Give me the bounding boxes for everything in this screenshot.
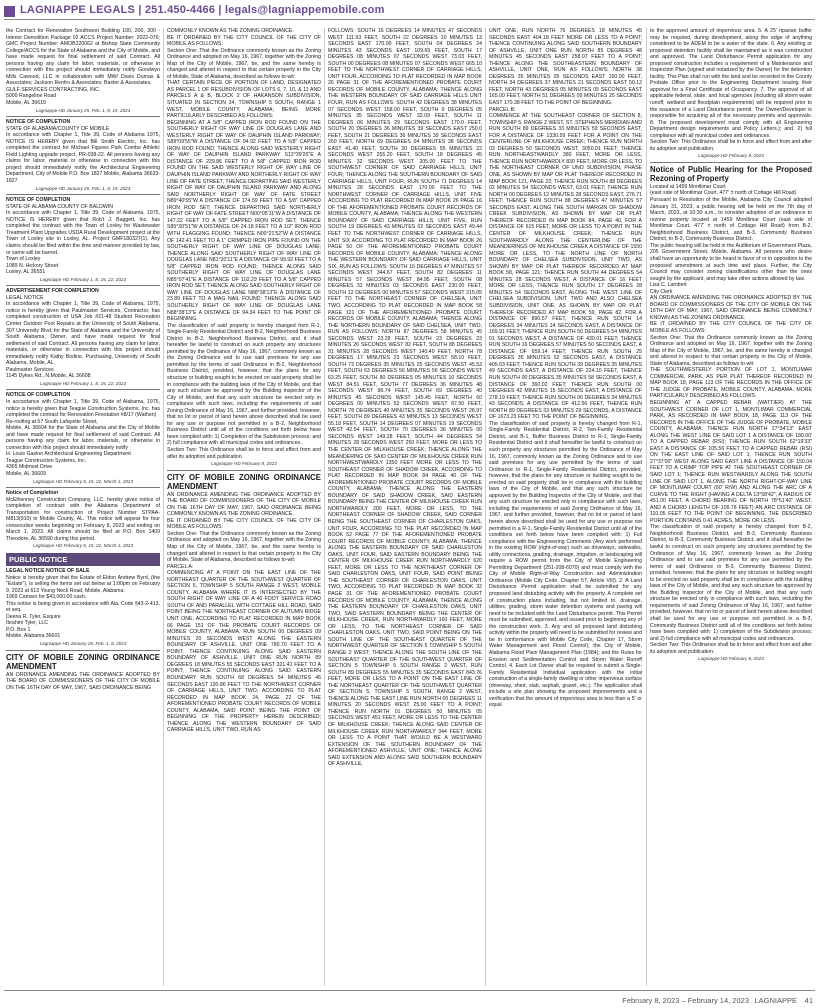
column-divider	[324, 28, 325, 986]
notice-text: BEGINNING AT A CAPPED REBAR (WATTIER) AT THE SOUTHWEST CORNER OF LOT 1, MONTLIMAR COMMERCIAL PARK, AS RECORDED IN MAP BOOK 18, PAGE 113 OF THE RECORDS IN THE OFFICE OF THE JUDGE OF PROBATE, MOBILE COUNTY, ALABAMA; THENCE RUN NORTH 27°34'13" EAST ALONG THE WEST LINE OF SAID LOT 1 A DISTANCE OF 180.00' TO A CAPPED REBAR (RSI); THENCE RUN SOUTH 62°19'33" EAST A DISTANCE OF 105.56 FEET TO A CAPPED REBAR (RSI) ON THE EAST LINE OF SAID LOT 1; THENCE RUN SOUTH 27°37'00" WEST ALONG SAID EAST LINE A DISTANCE OF 150.04 FEET TO A CRIMP TOP PIPE AT THE SOUTHEAST CORNER OF SAID LOT 1; THENCE RUN WESTWARDLY ALONG THE SOUTH LINE OF SAID LOT 1, ALONG THE NORTH RIGHT-OF-WAY LINE OF MONTLIMAR COURT (60' R/W) AND ALONG THE ARC OF A CURVE TO THE RIGHT (HAVING A DELTA 13°58'42", A RADIUS OF 451.00 FEET, A CHORD BEARING OF NORTH 78°51'40" WEST, AND A CHORD LENGTH OF 109.78 FEET) AN ARC DISTANCE OF 110.05 FEET TO THE POINT OF BEGINNING. THE DESCRIBED PORTION CONTAINS 0.41 ACRES, MORE OR LESS.	[650, 399, 812, 524]
publication-line: Lagniappe HD February 8, 2023	[211, 461, 277, 467]
divider	[6, 389, 160, 390]
notice-text: STATE OF ALABAMA COUNTY OF BALDWIN	[6, 203, 113, 210]
notice-text: THE SOUTHWESTERLY PORTION OF LOT 1, MONTLIMAR COMMERCIAL PARK, AS PER PLAT THEREOF RECORDED IN MAP BOOK 18, PAGE 113 OF THE RECORDS IN THE OFFICE OF THE JUDGE OF PROBATE, MOBILE COUNTY, ALABAMA. MORE PARTICULARLY DESCRIBED AS FOLLOWS:	[650, 367, 812, 400]
column-5	[650, 28, 812, 988]
divider	[6, 194, 160, 195]
divider	[6, 650, 160, 651]
notice-title: Notice of Completion	[6, 490, 59, 497]
legal-notice	[6, 490, 160, 550]
notice-text: COMMENCE AT THE SOUTHEAST CORNER OF SECTION 8, TOWNSHIP 5, RANGE 2 WEST, ST. STEPHENS MERIDIAN AND RUN SOUTH 89 DEGREES 33 MINUTES 59 SECONDS EAST, FOR A DISTANCE OF 1330.59 FEET FOR A POINT ON THE CENTERLINE OF MILKHOUSE CREEK; THENCE RUN NORTH 03 DEGREES 50 SECONDS WEST, 3050.01 FEET; THENCE RUN NORTHEASTWARDLY 380 FEET, MORE OR LESS, THENCE RUN NORTHWARDLY 830 FEET, MORE OR LESS, TO THE NORTHEAST CORNER OF UNO SUBDIVISION, PHASE ONE, AS SHOWN BY MAP OR PLAT THEREOF RECORDED IN MAP BOOK 121, PAGE 22; THENCE RUN SOUTH 88 DEGREES 02 MINUTES 54 SECONDS WEST, 63.01 FEET; THENCE RUN NORTH 00 DEGREES 12 MINUTES 28 SECONDS EAST, 276.71 FEET; THENCE RUN SOUTH 88 DEGREES 47 MINUTES 57 SECONDS EAST, ALONG THE SOUTH MARGIN OF SHADOW CREEK SUBDIVISION, AS SHOWN BY MAP OR PLAT THEREOF RECORDED IN MAP BOOK 84, PAGE 40, FOR A DISTANCE OF 615 FEET, MORE OR LESS TO A POINT IN THE CENTER OF MILKHOUSE CREEK; THENCE RUN SOUTHWARDLY ALONG THE CENTERLINE OF THE MEANDERINGS OF MILKHOUSE CREEK A DISTANCE OF 1550 MORE OR LESS, TO THE NORTH LINE OF NORTH BOUNDARY OF CHELSEA SUBDIVISION, UNIT TWO, AS SHOWN BY MAP OR PLAT THEREOF RECORDED AT MAP BOOK 58, PAGE 121; THENCE RUN SOUTH 44 DEGREES 54 MINUTES 28 SECONDS WEST, A DISTANCE OF 16 FEET MORE OR LESS, THENCE RUN SOUTH 17 DEGREES 28 MINUTES 54 SECONDS EAST, ALONG THE WEST LINE OF CHELSEA SUBDIVISION, UNIT TWO AND ALSO CHELSEA SUBDIVISION, UNIT ONE, AS SHOWN BY MAP OR PLAT THEREOF RECORDED AT MAP BOOK 59, PAGE 82, FOR A DISTANCE OF 890.57 FEET, THENCE RUN SOUTH 14 DEGREES 34 MINUTES 24 SECONDS EAST, A DISTANCE OF 169.91 FEET; THENCE RUN SOUTH 50 DEGREES 54 MINUTES 01 SECONDS WEST, A DISTANCE OF 430.01 FEET; THENCE RUN SOUTH 16 DEGREES 57 MINUTES 50 SECONDS EAST, A DISTANCE OF 659.14 FEET; THENCE RUN SOUTH 25 DEGREES 35 MINUTES 52 SECONDS EAST, A DISTANCE 405.03 FEET; THENCE RUN SOUTH 39 DEGREES 35 MINUTES 49 SECONDS EAST, A DISTANCE OF 224.10 FEET, THENCE RUN SOUTH 00 DEGREES 35 MINUTES 58 SECONDS EAST, A DISTANCE OF 360.02 FEET; THENCE RUN SOUTH 00 DEGREES 42 MINUTES 15 SECONDS EAST, A DISTANCE OF 278.19 FEET; THENCE RUN SOUTH 06 DEGREES 34 MINUTES 43 SECONDS, A DISTANCE OF 412.56 FEET, THENCE RUN NORTH 89 DEGREES 33 MINUTES 29 SECONDS, A DISTANCE OF 1673.23 FEET TO THE POINT OF BEGINNING.	[489, 113, 642, 421]
column-2	[167, 28, 321, 988]
divider	[650, 162, 812, 163]
legal-notice	[650, 28, 812, 160]
notice-text: Pursuant to Resolution of the Mobile, Alabama City Council adopted January 31, 2023, a public hearing will be held on the 7th day of March, 2023, at 10:30 a.m., to consider adoption of an ordinance to rezone property located at 1459 Montlimar Court (east side of Montlimar Court, 477' ± north of Cottage Hill Road) from B-2, Neighborhood Business District, and B-3, Community Business District, to B-3, Community Business District.	[650, 197, 812, 243]
notice-text: Located at 1459 Montlimar Court	[650, 183, 726, 190]
divider	[6, 116, 160, 117]
notice-text: UNIT ONE, RUN NORTH 76 DEGREES 18 MINUTES 45 SECONDS EAST 404.18 FEET MORE OR LESS TO A POINT; THENCE CONTINUING ALONG SAID SOUTHERN BOUNDARY OF ASHVILLE, UNIT ONE RUN NORTH 85 DEGREES 48 MINUTES 45 SECONDS EAST 258.07 FEET TO A POINT; THENCE ALONG THE SOUTHEASTERN BOUNDARY OF ASHVILLE, UNIT ONE, RUN AS FOLLOWS: NORTH 38 DEGREES 35 MINUTES 05 SECONDS EAST 150.00 FEET, NORTH 34 DEGREES 37 MINUTES 21 SECONDS EAST 50.12 FEET, NORTH 43 DEGREES 05 MINUTES 05 SECONDS EAST 165.00 FEET, NORTH 51 DEGREES 09 MINUTES 25 SECONDS EAST 170.38 FEET TO THE POINT OF BEGINNING.	[489, 28, 642, 107]
legal-notice	[167, 473, 321, 734]
issue-dates: February 8, 2023 – February 14, 2023	[622, 996, 749, 1005]
notice-text: 1145 Dykes Rd., N.Mobile, AL 36608	[6, 373, 91, 380]
notice-text: BE IT ORDAINED BY THE CITY COUNCIL OF THE CITY OF MOBILE AS FOLLOWS:	[650, 321, 812, 334]
notice-text: THAT CERTAIN PIECE OF PORTION OF LAND, DESIGNATED AS PARCEL 1 OF RESUBDIVISION OF LOTS 6, 7, 10, & 11 AND PARCELS A & B, BLOCK 2 OF HAKANSON SUBDIVISION, SITUATED IN SECTION 34, TOWNSHIP 5 SOUTH, RANGE 1 WEST, MOBILE COUNTY, ALABAMA; BEING MORE PARTICULARLY DESCRIBED AS FOLLOWS:	[167, 80, 321, 120]
notice-text: Teague Construction Systems, Inc.	[6, 457, 87, 464]
notice-text: Ibrahim Tyler, LLC	[6, 620, 48, 627]
notice-text: H. Louis Gasker Architectural Engineering Department	[6, 451, 131, 458]
notice-text: Mobile, AL 36604 for the State of Alabama and the City of Mobile and have made request for final settlement of said Contract. All persons having any claim for labor, materials, or otherwise in connection with this project should immediately notify	[6, 425, 160, 451]
notice-text: (east side of Montlimar Court, 477' ± north of Cottage Hill Road)	[650, 190, 797, 197]
notice-text: Loxley, AL 36551	[6, 269, 46, 276]
header-separator: |	[138, 4, 145, 16]
section-title: LAGNIAPPE LEGALS	[20, 4, 136, 16]
divider	[6, 487, 160, 488]
notice-title: CITY OF MOBILE ZONING ORDINANCE AMENDMENT	[167, 472, 321, 491]
notice-text: AN ORDINANCE AMENDING THE ORDINANCE ADOPTED BY THE BOARD OF COMMISSIONERS OF THE CITY OF MOBILE ON THE 16TH DAY OF MAY, 1967, SAID ORDINANCE BEING COMMONLY KNOWN AS THE ZONING ORDINANCE.	[650, 295, 812, 321]
notice-text: PARCEL A:	[167, 563, 194, 570]
notice-text: Lisa C. Lambert	[650, 282, 687, 289]
section-marker-icon	[4, 6, 15, 17]
divider	[167, 470, 321, 471]
notice-title: NOTICE OF COMPLETION	[6, 392, 71, 399]
column-divider	[646, 28, 647, 986]
notice-text: This notice is being given in accordance with Ala. Code §43-2-413, et seq.	[6, 600, 160, 614]
legal-notice	[6, 119, 160, 192]
notice-title: NOTICE OF COMPLETION	[6, 197, 71, 204]
column-4	[489, 28, 642, 988]
header-text	[20, 4, 385, 16]
notice-text: Section One: That the Ordinance commonly known as the Zoning Ordinance and adopted on May 16, 1967, together with the Zoning Map of the City of Mobile, 1967, be, and the same hereby is changed and altered in respect to that certain property in the City of Mobile, State of Alabama, described as follows to-wit:	[167, 47, 321, 80]
notice-text: McElhenney Construction Company, LLC. hereby gives notice of completion of contract with the Alabama Department of Transportation for construction of Project Number STPAA-M813(910) in Mobile County, AL. This notice will appear for four consecutive weeks beginning on February 8, 2023 and ending on March 1, 2023. All claims should be filed at P.O. Box 1409 Theodore, AL 36590 during this period.	[6, 496, 160, 542]
notice-text: In accordance with Chapter 1, Title 39, Code of Alabama, 1975, notice is hereby given that Teague Construction Systems, Inc. has completed the contract for Renovation Firestation #8/17 (Wathen)	[6, 398, 160, 419]
parcel-label: PARCEL B:	[489, 106, 516, 113]
publication-line: Lagniappe HD January 25, Feb. 1, 8, 15, 2023	[35, 185, 131, 191]
notice-text: The classification of said property is hereby changed from R-1, Single-Family Residential District, R-2, Two-Family Residential District, and B-1, Buffer Business District to R-1, Single-Family Residential District and it shall hereafter be lawful to construct on such property any structures permitted by the Ordinance of May 16, 1967, commonly known as the Zoning Ordinance and to use said premises for any use permitted by the terms of said Ordinance in R-1, Single-Family Residential District, provided, however, that the plans for any structure or building sought to be erected on said property shall be in compliance with the building laws of the City of Mobile, and that any such structure be approved by the Building Inspector of the City of Mobile, and that any such structure be erected only in compliance with such laws, including the requirements of said Zoning Ordinance of May 16, 1967, and further provided, however, that no lot or parcel of land herein above described shall be used for any use or purpose not permitted in a R-1, Single-Family Residential District until all of the conditions set forth below have been complied with: 1) Full compliance with the Engineering Comments (Any work performed in the existing ROW (right-of-way) such as driveways, sidewalks, utility connections, grading, drainage, irrigation, or landscaping will require a ROW permit from the City of Mobile Engineering Permitting Department (251-208-6070) and must comply with the City of Mobile Right-of-Way Construction and Administration Ordinance (Mobile City Code, Chapter 57, Article VIII). 2. A Land Disturbance Permit application shall be submitted for any proposed land disturbing activity with the property. A complete set of construction plans including, but not limited to, drainage, utilities, grading, storm water detention systems and paving will need to be included with the Land Disturbance permit. This Permit must be submitted, approved, and issued prior to beginning any of the construction work. 3. Any and all proposed land disturbing activity within the property will need to be submitted for review and be in conformance with Mobile City Code, Chapter 17, Storm Water Management and Flood Control); the City of Mobile, Alabama Flood Plain Management Plan (1984); and the Rules for Erosion and Sedimentation Control and Storm Water Runoff Control. 4. Each Lot Owner shall be required to submit a Single-Family Residential/ Individual application with the initial construction of a single-family dwelling or other impervious surface (driveway, shed, slab, asphalt, gravel, etc.). The application shall include a site plan showing the proposed improvements and a verification that the amount of impervious area is less than a 5' or equal	[489, 420, 642, 709]
legal-notice	[6, 288, 160, 387]
notice-title: ADVERTISEMENT FOR COMPLETION	[6, 288, 99, 295]
notice-text: Mobile, AL 36619	[6, 100, 46, 107]
notice-text: 4365 Midmost Drive	[6, 464, 53, 471]
notice-text: Mobile, Alabama 36601	[6, 633, 61, 640]
notice-text: BE IT ORDAINED BY THE CITY COUNCIL OF THE CITY OF MOBILE AS FOLLOWS:	[167, 517, 321, 531]
publication-line: Lagniappe HD February 1, 8, 15, 22, 2023	[39, 276, 127, 282]
legal-notice	[6, 197, 160, 283]
notice-text: In accordance with Chapter 1, Title 39, Code of Alabama, 1975, notice is hereby given that Paulmaster Services, Contractor, has completed construction of USA Job #21-48 Student Recreation Center Outdoor Pool Repairs at the University of South Alabama, 307 University Blvd, for the State of Alabama and the University of South Alabama, Owner, and have made request for final settlement of said Contract. All persons having any claim for labor, materials, or otherwise in connection with this project should immediately notify Kathy Bodine, Purchasing, University of South Alabama, Mobile, AL.	[6, 301, 160, 367]
header-phone: 251.450-4466	[144, 4, 216, 16]
column-1	[6, 28, 160, 988]
notice-text: Paulmaster Services	[6, 366, 54, 373]
notice-text: Mobile, AL 36609	[6, 471, 46, 477]
divider	[6, 285, 160, 286]
notice-text: In accordance with Chapter 1, Title 39, Code of Alabama 1975, NOTICE IS HEREBY given that Bill Smith Electric, Inc. has completed the contract for Michael Figures Park Combo Athletic Field Lighting upgrade project, PR-038-22. All persons having any claims for labor, material or otherwise in connection with this project should immediately notify the Architectural Engineering Department, City of Mobile P.O. Box 1827 Mobile, Alabama 36633-1827	[6, 132, 160, 185]
column-divider	[163, 28, 164, 986]
column-3	[328, 28, 482, 988]
notice-text: GULF SERVICES CONTRACTING, INC.	[6, 86, 101, 93]
notice-text: 5000 Rangeline Road	[6, 93, 57, 100]
notice-text: Re-roofing at 57 South Lafayette Street,	[6, 418, 98, 425]
notice-text: Section Two: This Ordinance shall be in force and effect from and after its adoption and publication.	[650, 139, 812, 152]
publication-line: Lagniappe HD January 25, Feb. 1, 8, 2023	[39, 641, 127, 647]
notice-text: STATE OF ALABAMA/COUNTY OF MOBILE	[6, 125, 110, 132]
header-rule	[4, 19, 815, 20]
publication-line: Lagniappe HD February 8, 15, 22, March 1, 2023	[32, 543, 134, 549]
notice-text: P.O. Box 1	[6, 626, 31, 633]
notice-text: BEGINNING AT A 5/8" CAPPED IRON ROD FOUND ON THE SOUTHERLY RIGHT OF WAY LINE OF DOUGLAS LANE AND WESTERLY RIGHT OF WAY OF DAUPHIN ISLAND PARKWAY; S89°09'55"W A DISTANCE OF 94.92 FEET TO A 5/8" CAPPED IRON ROD FOUND; THENCE ALONG SAID WESTERLY RIGHT OF WAY OF DAUPHIN ISLAND PARKWAY S12°39'26"E A DISTANCE OF 229.86 FEET TO A 5/8" CAPPED IRON ROD FOUND ON THE SAID WESTERLY RIGHT OF WAY LINE OF DAUPHIN ISLAND PARKWAY AND NORTHERLY RIGHT OF WAY LINE OF FATE STREET, THENCE DEPARTING SAID WESTERLY RIGHT OF WAY OF DAUPHIN ISLAND PARKWAY AND ALONG SAID NORTHERLY RIGHT OF WAY OF FATE STREET N89°40'55"W A DISTANCE OF 174.59 FEET TO A 5/8" CAPPED IRON ROD SET; THENCE DEPARTING SAID NORTHERLY RIGHT OF WAY OF FATE STREET N00°05'11"W A DISTANCE OF 147.22 FEET TO A 5/8" CAPPED IRON ROD SET; THENCE S85°30'51"W A DISTANCE OF 24.18 FEET TO A 1/2" IRON ROD WITH FLAGGING FOUND; THENCE N00°21'52"W A DISTANCE OF 142.41 FEET TO A 1" CRIMPED IRON PIPE FOUND ON THE SOUTHERLY RIGHT OF WAY LINE OF DOUGLAS LANE; THENCE ALONG SAID SOUTHERLY RIGHT OF WAY LINE OF DOUGLAS LANE N81°20'11"E A DISTANCE OF 99.92 FEET TO A 5/8" CAPPED IRON ROD FOUND; THENCE ALONG SAID SOUTHERLY RIGHT OF WAY LINE OF DOUGLAS LANE N85°07'41"E A DISTANCE OF 102.29 FEET TO A 5/8" CAPPED IRON ROD SET; THENCE ALONG SAID SOUTHERLY RIGHT OF WAY LINE OF DOUGLAS LANE N88°38'13"E A DISTANCE OF 23.89 FEET TO A MAG NAIL FOUND; THENCE ALONG SAID SOUTHERLY RIGHT OF WAY LINE OF DOUGLAS LANE N88°38'13"E A DISTANCE OF 94.34 FEET TO THE POINT OF BEGINNING.	[167, 119, 321, 323]
legal-notice	[6, 392, 160, 485]
notice-text: In accordance with Chapter 1, Title 39, Code of Alabama, 1975, NOTICE IS HEREBY given that Rob't J. Baggett, Inc. has completed the contract with the Town of Loxley for Wastewater Treatment Plant Upgrades USDA Rural Development project at the Town of Loxley site in Loxley, AL. Project GMF180327(1). Any claims should be filed within the time and manner provided by law, or same will be barred.	[6, 210, 160, 256]
page-footer	[0, 988, 819, 1008]
header-email[interactable]: legals@lagniappemobile.com	[224, 4, 385, 16]
notice-text: The public hearing will be held in the Auditorium of Government Plaza, 205 Government Street, Mobile, Alabama. All persons who desire shall have an opportunity to be heard in favor of or in opposition to the proposed amendment at such time and place. Further, the City Council may consider zoning classifications other than the ones sought by the applicant, and may take other actions allowed by law.	[650, 242, 812, 282]
page-header	[0, 0, 819, 22]
legal-notice	[6, 653, 160, 692]
notice-title: LEGAL NOTICE NOTICE OF SALE	[6, 568, 90, 575]
notice-text: City Clerk	[650, 288, 673, 295]
notice-text: Section Two: This Ordinance shall be in force and effect from and after its adoption and publication.	[650, 642, 812, 655]
page-number: 41	[804, 996, 813, 1005]
footer-brand: LAGNIAPPE	[754, 996, 797, 1005]
publication-line: Lagniappe HD February 8, 15, 22, March 1, 2023	[32, 478, 134, 484]
legal-notice	[6, 568, 160, 648]
notice-text: Town of Loxley	[6, 256, 41, 263]
notice-text: Deena R. Tyler, Esquire	[6, 613, 61, 620]
legal-notice	[650, 165, 812, 663]
notice-text: Section One: That the Ordinance commonly known as the Zoning Ordinance and adopted on May 16, 1967, together with the Zoning Map of the City of Mobile, 1967, be, and the same hereby is changed and altered in respect to that certain property in the City of Mobile, State of Alabama, described as follows to-wit:	[650, 334, 812, 367]
notice-text: Section Two: This Ordinance shall be in force and effect from and after its adoption and publication.	[167, 447, 321, 460]
notice-text: Notice is hereby given that the Estate of Eldon Andrew Byrd, (the "Estate"), is selling the items set out below at 1:00pm on February 9, 2023 at 613 Young Neck Road, Mobile, Alabama:	[6, 574, 160, 594]
notice-text: LEGAL NOTICE	[6, 294, 44, 301]
publication-line: Lagniappe HD February 8, 2023	[698, 656, 764, 662]
notice-text: BE IT ORDAINED BY THE CITY COUNCIL OF THE CITY OF MOBILE AS FOLLOWS:	[167, 34, 321, 48]
notice-text: The classification of said property is hereby changed from B-2, Neighborhood Business District, and B-3, Community Business District, to B-3, Community Business District, and it shall hereafter be lawful to construct on such property any structures permitted by the Ordinance of May 16, 1967, commonly known as the Zoning Ordinance and to use said premises for any use permitted by the terms of said Ordinance in B-3, Community Business District, provided, however, that the plans for any structure or building sought to be erected on said property shall be in compliance with the building laws of the City of Mobile, and that any such structure be approved by the Building Inspector of the City of Mobile, and that any such structure be erected only in compliance with such laws, including the requirements of said Zoning Ordinance of May 16, 1967, and further provided, however, that no lot or parcel of land herein above described shall be used for any use or purpose not permitted in a B-3, Community Business District until all of the conditions set forth below have been complied with: 1) completion of the Subdivision process; and 2) full compliance with all municipal codes and ordinances.	[650, 524, 812, 642]
public-notice-banner: PUBLIC NOTICE	[6, 553, 160, 566]
legal-notice	[6, 28, 160, 114]
notice-title: NOTICE OF COMPLETION	[6, 119, 71, 126]
notice-text: COMMENCING AT A POINT ON THE EAST LINE OF THE NORTHEAST QUARTER OF THE SOUTHWEST QUARTER OF SECTION 5, TOWNSHIP 5 SOUTH RANGE 2 WEST, MOBILE COUNTY, ALABAMA WHERE IT IS INTERSECTED BY THE SOUTH RIGHT OF WAY LINE OF A 40 FOOT SERVICE ROAD SOUTH OF AND PARALLEL WITH COTTAGE HILL ROAD, SAID POINT BEING THE NORTHEAST CORNER OF AUTUMN RIDGE UNIT ONE, ACCORDING TO PLAT RECORDED IN MAP BOOK 66 PAGE 151 OF THE PROBATE COURT RECORDS OF MOBILE COUNTY, ALABAMA, RUN SOUTH 00 DEGREES 09 MINUTES 20 SECONDS WEST ALONG THE EASTERN BOUNDARY OF ASHVILLE, UNIT ONE 780.70 FEET TO A POINT; THENCE CONTINUING ALONG SAID EASTERN BOUNDARY OF ASHVILLE, UNIT ONE RUN NORTH 89 DEGREES 18 MINUTES 55 SECONDS EAST 321.41 FEET TO A POINT; THENCE CONTINUING ALONG SAID EASTERN BOUNDARY RUN SOUTH 68 DEGREES 54 MINUTES 46 SECONDS EAST 130.86 FEET TO THE NORTHWEST CORNER OF CARRIAGE HILLS, UNIT TWO, ACCORDING TO PLAT RECORDED IN MAP BOOK 24, PAGE 22 OF THE AFOREMENTIONED PROBATE COURT RECORDS OF MOBILE COUNTY, ALABAMA, SAID POINT BEING THE POINT OF BEGINNING OF THE PROPERTY HEREIN DESCRIBED; THENCE ALONG THE WESTERN BOUNDARY OF SAID CARRIAGE HILLS, UNIT TWO, RUN AS	[167, 570, 321, 734]
notice-text: 1089 N. Hickory Street	[6, 262, 59, 269]
notice-text: COMMONLY KNOWN AS THE ZONING ORDINANCE.	[167, 28, 294, 34]
publication-line: Lagniappe HD February 8, 2023	[698, 153, 764, 159]
footer-rule	[4, 990, 815, 991]
column-divider	[485, 28, 486, 986]
notice-text: The classification of said property is hereby changed from R-1, Single-Family Residential District and B-2, Neighborhood Business District to B-2, Neighborhood Business District, and it shall hereafter be lawful to construct on such property any structures permitted by the Ordinance of May 16, 1967, commonly known as the Zoning Ordinance and to use said premises for any use permitted by the terms of said Ordinance in B-2, Neighborhood Business District, provided, however, that the plans for any structure or building sought to be erected on said property shall be in compliance with the building laws of the City of Mobile, and that any such structure be approved by the Building Inspector of the City of Mobile, and that any such structure be erected only in compliance with such laws, including the requirements of said Zoning Ordinance of May 16, 1967, and further provided, however, that no lot or parcel of land herein above described shall be used for any use or purpose not permitted in a B-2, Neighborhood Business District until all of the conditions set forth below have been complied with: 1) Completion of the Subdivision process; and 2) full compliance with all municipal codes and ordinances.	[167, 322, 321, 447]
notice-text: AN ORDINANCE AMENDING THE ORDINANCE ADOPTED BY THE BOARD OF COMMISSIONERS OF THE CITY OF MOBILE ON THE 16TH DAY OF MAY, 1967, SAID ORDINANCE BEING	[6, 671, 160, 691]
notice-text: the Contract for Renovation Southwest Building 100, 200, 300 - Interior Demolition Package 02 ACCS Project Number: 2022-076; GMC Project Number: AMOB220062 at Bishop State Community College/ACCS for the State of Alabama and the City of Mobile, and have made request for final settlement of said Contract. All persons having any claim for labor, materials, or otherwise in connection with this project should immediately notify Goodwyn Mills Cawood, LLC in collaboration with MW/ Davis Dumas & Associates; Jackson Renfro & Associates; Baxter & Associates.	[6, 28, 160, 87]
header-separator: |	[218, 4, 225, 16]
notice-text: AN ORDINANCE AMENDING THE ORDINANCE ADOPTED BY THE BOARD OF COMMISSIONERS OF THE CITY OF MOBILE ON THE 16TH DAY OF MAY, 1967, SAID ORDINANCE BEING COMMONLY KNOWN AS THE ZONING ORDINANCE.	[167, 491, 321, 518]
notice-text: to the approved amount of impervious area. 5. A 25' riparian buffer may be required, during development, along the edge of anything considered to be ADEM to be a water of the state. 6. Any existing or proposed detention facility shall be maintained as it was constructed and approved. The Land Disturbance Permit application for any proposed construction includes a requirement of a Maintenance and Inspection Plan (signed and notarized by the Owner) for the detention facility. This Plan shall run with the land and be recorded in the County Probate Office prior to the Engineering Department issuing their approval for a Final Certificate of Occupancy. 7. The approval of all applicable federal, state, and local agencies (including all storm water runoff, wetland and floodplain requirements) will be required prior to the issuance of a Land Disturbance permit. The Owner/Developer is responsible for acquiring all of the necessary permits and approvals. 8. The proposed development must comply with all Engineering Department design requirements and Policy Letters.); and, 2) full compliance with all municipal codes and ordinances.	[650, 28, 812, 139]
publication-line: Lagniappe HD January 25, Feb. 1, 8, 15, 2023	[35, 107, 131, 113]
notice-text: 1969 Camaro for $43,000.00 cash.	[6, 594, 87, 601]
legal-notice	[167, 28, 321, 468]
legal-notice	[489, 28, 642, 709]
legal-notice	[328, 28, 482, 768]
notice-text: Section One: That the Ordinance commonly known as the Zoning Ordinance and adopted on May 16, 1967, together with the Zoning Map of the City of Mobile, 1967, be, and the same hereby is changed and altered in respect to that certain property in the City of Mobile, State of Alabama, described as follows to-wit:	[167, 530, 321, 564]
notice-title: Notice of Public Hearing for the Proposed Rezoning of Property	[650, 164, 812, 183]
notice-title: CITY OF MOBILE ZONING ORDINANCE AMENDMENT	[6, 652, 160, 671]
publication-line: Lagniappe HD February 1, 8, 15, 22, 2023	[39, 380, 127, 386]
notice-text: FOLLOWS: SOUTH 16 DEGREES 14 MINUTES 47 SECONDS WEST 111.93 FEET, SOUTH 22 DEGREES 10 MINUTES 13 SECONDS EAST 170.00 FEET, SOUTH 04 DEGREES 24 MINUTES 43 SECONDS EAST 109.65 FEET, SOUTH 17 DEGREES 08 MINUTES 07 SECONDS WEST 73.03 FEET, SOUTH 00 DEGREES 08 MINUTES 07 SECONDS WEST 665.10 FEET TO THE NORTHWEST CORNER OF CARRIAGE HILLS, UNIT FOUR, ACCORDING TO PLAT RECORDED IN MAP BOOK 26 PAGE 31 OF THE AFOREMENTIONED PROBATE COURT RECORDS OF MOBILE COUNTY, ALABAMA; THENCE ALONG THE WESTERN BOUNDARY OF SAID CARRIAGE HILLS UNIT FOUR, RUN AS FOLLOWS: SOUTH 42 DEGREES 38 MINUTES 07 SECONDS WEST 158.00 FEET, SOUTH 9 DEGREES 05 MINUTES 35 SECONDS WEST 32.09 FEET, SOUTH 11 DEGREES 06 MINUTES 29 SECONDS EAST 170.0 FEET, SOUTH 20 DEGREES 36 MINUTES 39 SECONDS EAST 250.0 FEET, SOUTH 21 DEGREES 36 MINUTES 39 SECONDS EAST 260 FEET, NORTH 69 DEGREES 04 MINUTES 38 SECONDS EAST 41.40 FEET, SOUTH 20 DEGREES 55 MINUTES 22 SECONDS WEST 255.20 FEET, SOUTH 18 DEGREES 45 MINUTES 32 SECONDS WEST 205.00 FEET TO THE SOUTHWEST CORNER OF SAID CARRIAGE HILLS, UNIT FOUR; THENCE ALONG THE SOUTHERN BOUNDARY OF SAID CARRIAGE HILLS, UNIT FOUR, RUN SOUTH 71 DEGREES 14 MINUTES 28 SECONDS EAST 170.00 FEET TO THE NORTHWEST CORNER OF CARRIAGE HILLS, UNIT FIVE ACCORDING TO PLAT RECORDED IN MAP BOOK 26 PAGE 16 OF THE AFOREMENTIONED PROBATE COURT RECORDS OF MOBILE COUNTY, ALABAMA; THENCE ALONG THE WESTERN BOUNDARY OF SAID CARRIAGE HILLS, UNIT FIVE, RUN SOUTH 19 DEGREES 43 MINUTES 02 SECONDS EAST 49.44 FEET TO THE NORTHWEST CORNER OF CARRIAGE HILLS, UNIT SIX ACCORDING TO PLAT RECORDED IN MAP BOOK 26 PAGE 50 OF THE AFOREMENTIONED PROBATE COURT RECORDS OF MOBILE COUNTY, ALABAMA; THENCE ALONG THE WESTERN BOUNDARY OF SAID CARRIAGE HILLS, UNIT SIX, RUN AS FOLLOWS: SOUTH 16 DEGREES 47 MINUTES 57 SECONDS WEST 344.67 FEET, SOUTH 82 DEGREES 11 MINUTES 57 SECONDS WEST 84.95 FEET, SOUTH 08 DEGREES 32 MINUTES 03 SECONDS EAST 230.00 FEET, SOUTH 12 DEGREES 00 MINUTES 57 SECONDS WEST 215.05 FEET TO THE NORTHEAST CORNER OF CHELSEA, UNIT TWO, ACCORDING TO PLAT RECORDED IN MAP BOOK 58 PAGE 121 OF THE AFOREMENTIONED PROBATE COURT RECORDS OF MOBILE COUNTY, ALABAMA; THENCE ALONG THE NORTHERN BOUNDARY OF SAID CHELSEA, UNIT TWO, RUN AS FOLLOWS: NORTH 87 DEGREES 58 MINUTES 45 SECONDS WEST 23.28 FEET, SOUTH 23 DEGREES 23 MINUTES 26 SECONDS WEST 82 FEET, SOUTH 88 DEGREES 31 MINUTES 28 SECONDS WEST 140.40 FEET, NORTH 78 DEGREES 17 MINUTES 23 SECONDS WEST 58.10 FEET, SOUTH 73 DEGREES 35 MINUTES 25 SECONDS WEST 45.53 FEET, SOUTH 63 DEGREES 56 MINUTES 56 SECONDS WEST 63.25 FEET, SOUTH 80 DEGREES 05 MINUTES 10 SECONDS WEST 84.51 FEET, SOUTH 77 DEGREES 36 MINUTES 48 SECONDS WEST 96.74 FEET, SOUTH 69 DEGREES 40 MINUTES 45 SECONDS WEST 145.45 FEET, NORTH 60 DEGREES 00 MINUTES 52 SECONDS WEST 87.50 FEET, NORTH 78 DEGREES 40 MINUTES 35 SECONDS WEST 28.97 FEET, SOUTH 89 DEGREES 43 MINUTES 13 SECONDS WEST 55.18 FEET, SOUTH 14 DEGREES 07 MINUTES 19 SECONDS WEST 42.54 FEET, SOUTH 70 DEGREES 36 MINUTES 00 SECONDS WEST 149.28 FEET, SOUTH 44 DEGREES 54 MINUTES 28 SECONDS WEST 250 FEET, MORE OR LESS TO THE CENTER OF MILKHOUSE CREEK; THENCE ALONG THE MEANDERING OF SAID CENTER OF MILKHOUSE CREEK RUN NORTHWESTWARDLY 1350 FEET MORE OR LESS TO THE SOUTHEAST CORNER OF SHADOW CREEK, ACCORDING TO PLAT RECORDED IN MAP BOOK 84 PAGE 40 OF THE AFOREMENTIONED PROBATE COURT RECORDS OF MOBILE COUNTY, ALABAMA; THENCE ALONG THE EASTERN BOUNDARY OF SAID SHADOW CREEK, SAID EASTERN BOUNDARY BEING THE CENTER OF MILKHOUSE CREEK RUN NORTHWARDLY 200 FEET, MORE OR LESS, TO THE NORTHEAST CORNER OF SHADOW CREEK, SAID CORNER BEING THE SOUTHEAST CORNER OF CHARLESTON OAKS, UNIT FOUR, ACCORDING TO THE PLAT RECORDED IN MAP BOOK 52 PAGE 77 OF THE AFOREMENTIONED PROBATE COURT RECORDS OF MOBILE COUNTY, ALABAMA; THENCE ALONG THE EASTERN BOUNDARY OF SAID CHARLESTON OAKS, UNIT FOUR, SAID EASTERN BOUNDARY BEING THE CENTER OF MILKHOUSE CREEK RUN NORTHWARDLY 620 FEET, MORE OR LESS TO THE NORTHEAST CORNER OF SAID CHARLESTON OAKS, UNIT FOUR, SAID POINT BEING THE SOUTHEAST CORNER OF CHARLESTON OAKS, UNIT TWO, ACCORDING TO PLAT RECORDED IN MAP BOOK 32 PAGE 31 OF THE AFOREMENTIONED PROBATE COURT RECORDS OF MOBILE COUNTY, ALABAMA; THENCE ALONG THE EASTERN BOUNDARY OF CHARLESTON OAKS, UNIT TWO, SAID EASTERN BOUNDARY BEING THE CENTER OF MILKHOUSE CREEK, RUN NORTHWARDLY 160 FEET, MORE OR LESS, TO THE NORTHEAST CORNER OF SAID CHARLESTON OAKS, UNIT TWO, SAID POINT BEING ON THE SOUTH LINE OF THE SOUTHEAST QUARTER OF THE NORTHWEST QUARTER OF SECTION 5 TOWNSHIP 5 SOUTH RANGE 2 WEST; THENCE ALONG THE SOUTH LINE OF THE SOUTHEAST QUARTER OF THE SOUTHWEST QUARTER OF SECTION 5 TOWNSHIP 5 SOUTH RANGE 2 WEST, RUN SOUTH 89 DEGREES 55 MINUTES 35 SECONDS EAST 843.76 FEET, MORE OR LESS TO A POINT ON THE EAST LINE OF THE NORTHEAST QUARTER OF THE SOUTHWEST QUARTER OF SECTION 5, TOWNSHIP 5 SOUTH, RANGE 2 WEST, THENCE ALONG THE EAST LINE RUN NORTH 00 DEGREES 11 MINUTES 20 SECONDS WEST 25.00 FEET TO A POINT; THENCE RUN NORTH 01 DEGREES 50 MINUTES 05 SECONDS WEST 451 FEET, MORE OR LESS TO THE CENTER OF MILKHOUSE CREEK; THENCE ALONG SAID CENTER OF MILKHOUSE CREEK RUN NORTHWARDLY 344 FEET, MORE OR LESS TO A POINT THAT WOULD BE A WESTWARD EXTENSION OF THE SOUTHERN BOUNDARY OF THE AFOREMENTIONED ASHVILLE, UNIT ONE; THENCE ALONG SAID EXTENSION AND ALONG SAID SOUTHERN BOUNDARY OF ASHVILLE,	[328, 28, 482, 768]
